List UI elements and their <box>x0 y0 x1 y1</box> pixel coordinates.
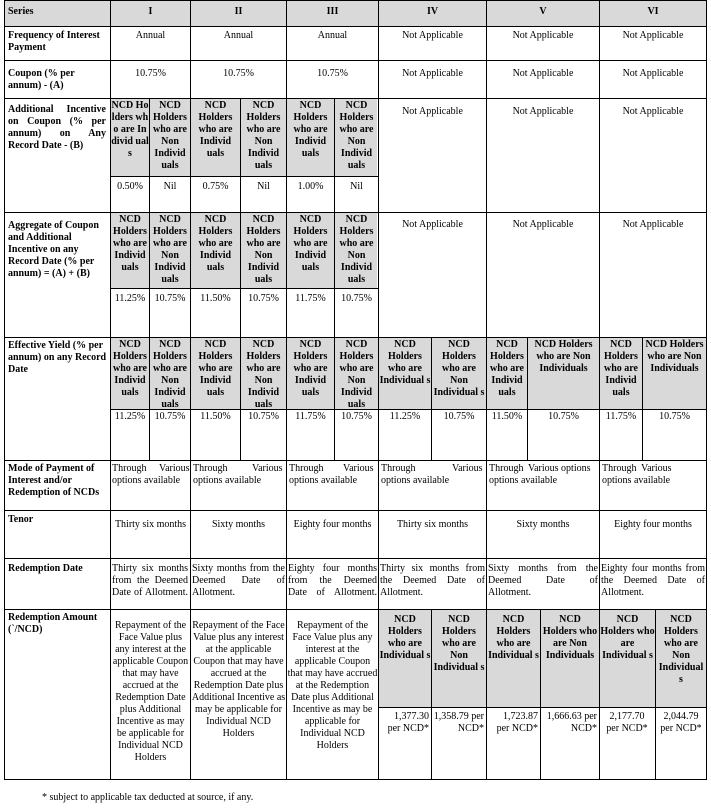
aggregate-iv: Not Applicable <box>402 219 463 230</box>
tenor-ii: Sixty months <box>211 519 266 530</box>
incentive-iv: Not Applicable <box>402 106 463 117</box>
mode-vi-options: options available <box>602 475 671 486</box>
mode-v-through: Through <box>489 463 524 474</box>
yield-v-non: 10.75% <box>548 411 579 422</box>
aggregate-iii-non: 10.75% <box>341 293 372 304</box>
mode-v-various-options: Various options <box>528 463 591 474</box>
amount-vi-non-header: NCD Holders who are Non Individual s <box>658 614 704 685</box>
yield-vi-ind-header: NCD Holders who are Individ uals <box>604 339 638 398</box>
row-label-redemption-amount: Redemption Amount (`/NCD) <box>8 612 98 635</box>
yield-iv-ind: 11.25% <box>389 411 421 422</box>
incentive-iii-non-header: NCD Holders who are Non Individ uals <box>339 100 374 171</box>
mode-vi-through: Through <box>602 463 637 474</box>
amount-iv-ind: 1,377.30 per NCD* <box>387 711 429 734</box>
incentive-i-non-header: NCD Holders who are Non Individ uals <box>153 100 187 171</box>
amount-v-ind-header: NCD Holders who are Individual s <box>488 614 539 661</box>
mode-i-options: options available <box>112 475 181 486</box>
mode-iii-options: options available <box>289 475 358 486</box>
aggregate-iii-ind: 11.75% <box>295 293 326 304</box>
freq-iii: Annual <box>317 30 348 41</box>
yield-i-non: 10.75% <box>154 411 186 422</box>
tenor-iii: Eighty four months <box>293 519 372 530</box>
incentive-iii-non: Nil <box>350 181 363 192</box>
redemption-date-iv: Thirty six months from the Deemed Date of Allotment. <box>380 563 485 598</box>
aggregate-iii-ind-header: NCD Holders who are Individ uals <box>293 214 328 273</box>
yield-ii-non: 10.75% <box>248 411 279 422</box>
aggregate-vi: Not Applicable <box>622 219 684 230</box>
aggregate-ii-non-header: NCD Holders who are Non Individ uals <box>246 214 281 285</box>
yield-i-ind: 11.25% <box>114 411 146 422</box>
coupon-v: Not Applicable <box>512 68 574 79</box>
aggregate-ii-ind-header: NCD Holders who are Individ uals <box>198 214 233 273</box>
incentive-v: Not Applicable <box>512 106 574 117</box>
mode-ii-through: Through <box>193 463 228 474</box>
tenor-vi: Eighty four months <box>614 519 692 530</box>
freq-vi: Not Applicable <box>622 30 684 41</box>
tenor-v: Sixty months <box>516 519 570 530</box>
coupon-i: 10.75% <box>135 68 166 79</box>
amount-v-non-header: NCD Holders who are Non Individuals <box>542 614 598 661</box>
amount-iv-ind-header: NCD Holders who are Individual s <box>379 614 431 661</box>
incentive-ii-ind: 0.75% <box>202 181 229 192</box>
incentive-iii-ind-header: NCD Holders who are Individ uals <box>293 100 328 159</box>
yield-iii-non: 10.75% <box>341 411 372 422</box>
incentive-i-non: Nil <box>163 181 177 192</box>
header-series-vi: VI <box>647 6 659 17</box>
yield-v-ind-header: NCD Holders who are Individ uals <box>490 339 524 398</box>
yield-vi-ind: 11.75% <box>605 411 637 422</box>
yield-iii-ind: 11.75% <box>295 411 326 422</box>
redemption-amount-i: Repayment of the Face Value plus any interest at the applicable Coupon that may have accrued at the Redemption Date plus Additional Incentive as may be applicable for Individual NCD Holders <box>112 620 189 763</box>
mode-vi-various: Various <box>641 463 672 474</box>
freq-v: Not Applicable <box>512 30 574 41</box>
header-series-iii: III <box>326 6 339 17</box>
freq-iv: Not Applicable <box>402 30 463 41</box>
yield-iv-ind-header: NCD Holders who are Individual s <box>379 339 431 386</box>
aggregate-iii-non-header: NCD Holders who are Non Individ uals <box>339 214 374 285</box>
coupon-vi: Not Applicable <box>622 68 684 79</box>
incentive-iii-ind: 1.00% <box>297 181 324 192</box>
yield-i-ind-header: NCD Holders who are Individ uals <box>113 339 147 398</box>
yield-iii-ind-header: NCD Holders who are Individ uals <box>293 339 328 398</box>
mode-i-various: Various <box>159 463 190 474</box>
mode-ii-options: options available <box>193 475 262 486</box>
incentive-vi: Not Applicable <box>622 106 684 117</box>
mode-iv-options: options available <box>381 475 450 486</box>
tenor-iv: Thirty six months <box>396 519 469 530</box>
yield-vi-non-header: NCD Holders who are Non Individuals <box>645 339 704 374</box>
yield-iv-non: 10.75% <box>443 411 475 422</box>
yield-ii-ind: 11.50% <box>200 411 231 422</box>
amount-v-ind: 1,723.87 per NCD* <box>496 711 538 734</box>
tenor-i: Thirty six months <box>114 519 187 530</box>
yield-ii-ind-header: NCD Holders who are Individ uals <box>198 339 233 398</box>
yield-v-ind: 11.50% <box>491 411 523 422</box>
redemption-date-ii: Sixty months from the Deemed Date of Allotment. <box>192 563 285 598</box>
freq-ii: Annual <box>223 30 254 41</box>
aggregate-ii-non: 10.75% <box>248 293 279 304</box>
amount-vi-ind: 2,177.70 per NCD* <box>606 711 648 734</box>
freq-i: Annual <box>135 30 166 41</box>
header-series: Series <box>8 6 34 17</box>
mode-iii-various: Various <box>343 463 374 474</box>
yield-iii-non-header: NCD Holders who are Non Individ uals <box>339 339 374 410</box>
mode-iv-various: Various <box>452 463 483 474</box>
mode-iii-through: Through <box>289 463 324 474</box>
aggregate-i-non-header: NCD Holders who are Non Individ uals <box>153 214 187 285</box>
aggregate-i-ind: 11.25% <box>114 293 146 304</box>
yield-vi-non: 10.75% <box>659 411 690 422</box>
row-label-frequency: Frequency of Interest Payment <box>8 30 100 53</box>
yield-ii-non-header: NCD Holders who are Non Individ uals <box>246 339 281 410</box>
aggregate-v: Not Applicable <box>512 219 574 230</box>
yield-v-non-header: NCD Holders who are Non Individuals <box>534 339 593 374</box>
header-series-i: I <box>148 6 153 17</box>
amount-iv-non: 1,358.79 per NCD* <box>433 711 484 734</box>
amount-vi-ind-header: NCD Holders who are Individual s <box>600 614 655 661</box>
row-label-tenor: Tenor <box>8 514 34 525</box>
incentive-i-ind-header: NCD Holders who are Individ uals <box>111 100 149 159</box>
redemption-date-i: Thirty six months from the Deemed Date of Allotment. <box>112 563 188 598</box>
incentive-ii-non: Nil <box>257 181 270 192</box>
amount-vi-non: 2,044.79 per NCD* <box>660 711 702 734</box>
yield-i-non-header: NCD Holders who are Non Individ uals <box>153 339 187 410</box>
coupon-iii: 10.75% <box>317 68 348 79</box>
incentive-ii-non-header: NCD Holders who are Non Individ uals <box>246 100 281 171</box>
redemption-amount-ii: Repayment of the Face Value plus any interest at the applicable Coupon that may have accrued at the Redemption Date plus Additional Incentive as may be applicable for Individual NCD Holders <box>191 620 286 739</box>
incentive-ii-ind-header: NCD Holders who are Individ uals <box>198 100 233 159</box>
amount-iv-non-header: NCD Holders who are Non Individual s <box>433 614 485 673</box>
aggregate-i-non: 10.75% <box>154 293 186 304</box>
redemption-date-iii: Eighty four months from the Deemed Date of Allotment. <box>288 563 377 598</box>
header-series-v: V <box>539 6 547 17</box>
row-label-yield: Effective Yield (% per annum) on any Record Date <box>8 340 107 375</box>
row-label-mode: Mode of Payment of Interest and/or Redemption of NCDs <box>8 463 100 498</box>
mode-ii-various: Various <box>252 463 283 474</box>
coupon-ii: 10.75% <box>223 68 254 79</box>
coupon-iv: Not Applicable <box>402 68 463 79</box>
incentive-i-ind: 0.50% <box>117 181 143 192</box>
row-label-incentive: Additional Incentive on Coupon (% per annum) on Any Record Date - (B) <box>8 104 106 151</box>
redemption-date-v: Sixty months from the Deemed Date of Allotment. <box>488 563 598 598</box>
amount-v-non: 1,666.63 per NCD* <box>546 711 597 734</box>
header-series-ii: II <box>234 6 243 17</box>
footnote: * subject to applicable tax deducted at source, if any. <box>42 792 254 803</box>
row-label-aggregate: Aggregate of Coupon and Additional Incentive on any Record Date (% per annum) = (A) + (B) <box>8 220 99 279</box>
row-label-coupon: Coupon (% per annum) - (A) <box>8 68 75 91</box>
aggregate-i-ind-header: NCD Holders who are Individ uals <box>113 214 147 273</box>
yield-iv-non-header: NCD Holders who are Non Individual s <box>433 339 485 398</box>
mode-i-through: Through <box>112 463 147 474</box>
redemption-amount-iii: Repayment of the Face Value plus any interest at the applicable Coupon that may have accrued at the Redemption Date plus Additional Incentive as may be applicable for Individual NCD Holders <box>287 620 378 751</box>
mode-iv-through: Through <box>381 463 416 474</box>
row-label-redemption-date: Redemption Date <box>8 563 83 574</box>
aggregate-ii-ind: 11.50% <box>200 293 231 304</box>
redemption-date-vi: Eighty four months from the Deemed Date of Allotment. <box>601 563 705 598</box>
header-series-iv: IV <box>426 6 439 17</box>
mode-v-options: options available <box>489 475 558 486</box>
